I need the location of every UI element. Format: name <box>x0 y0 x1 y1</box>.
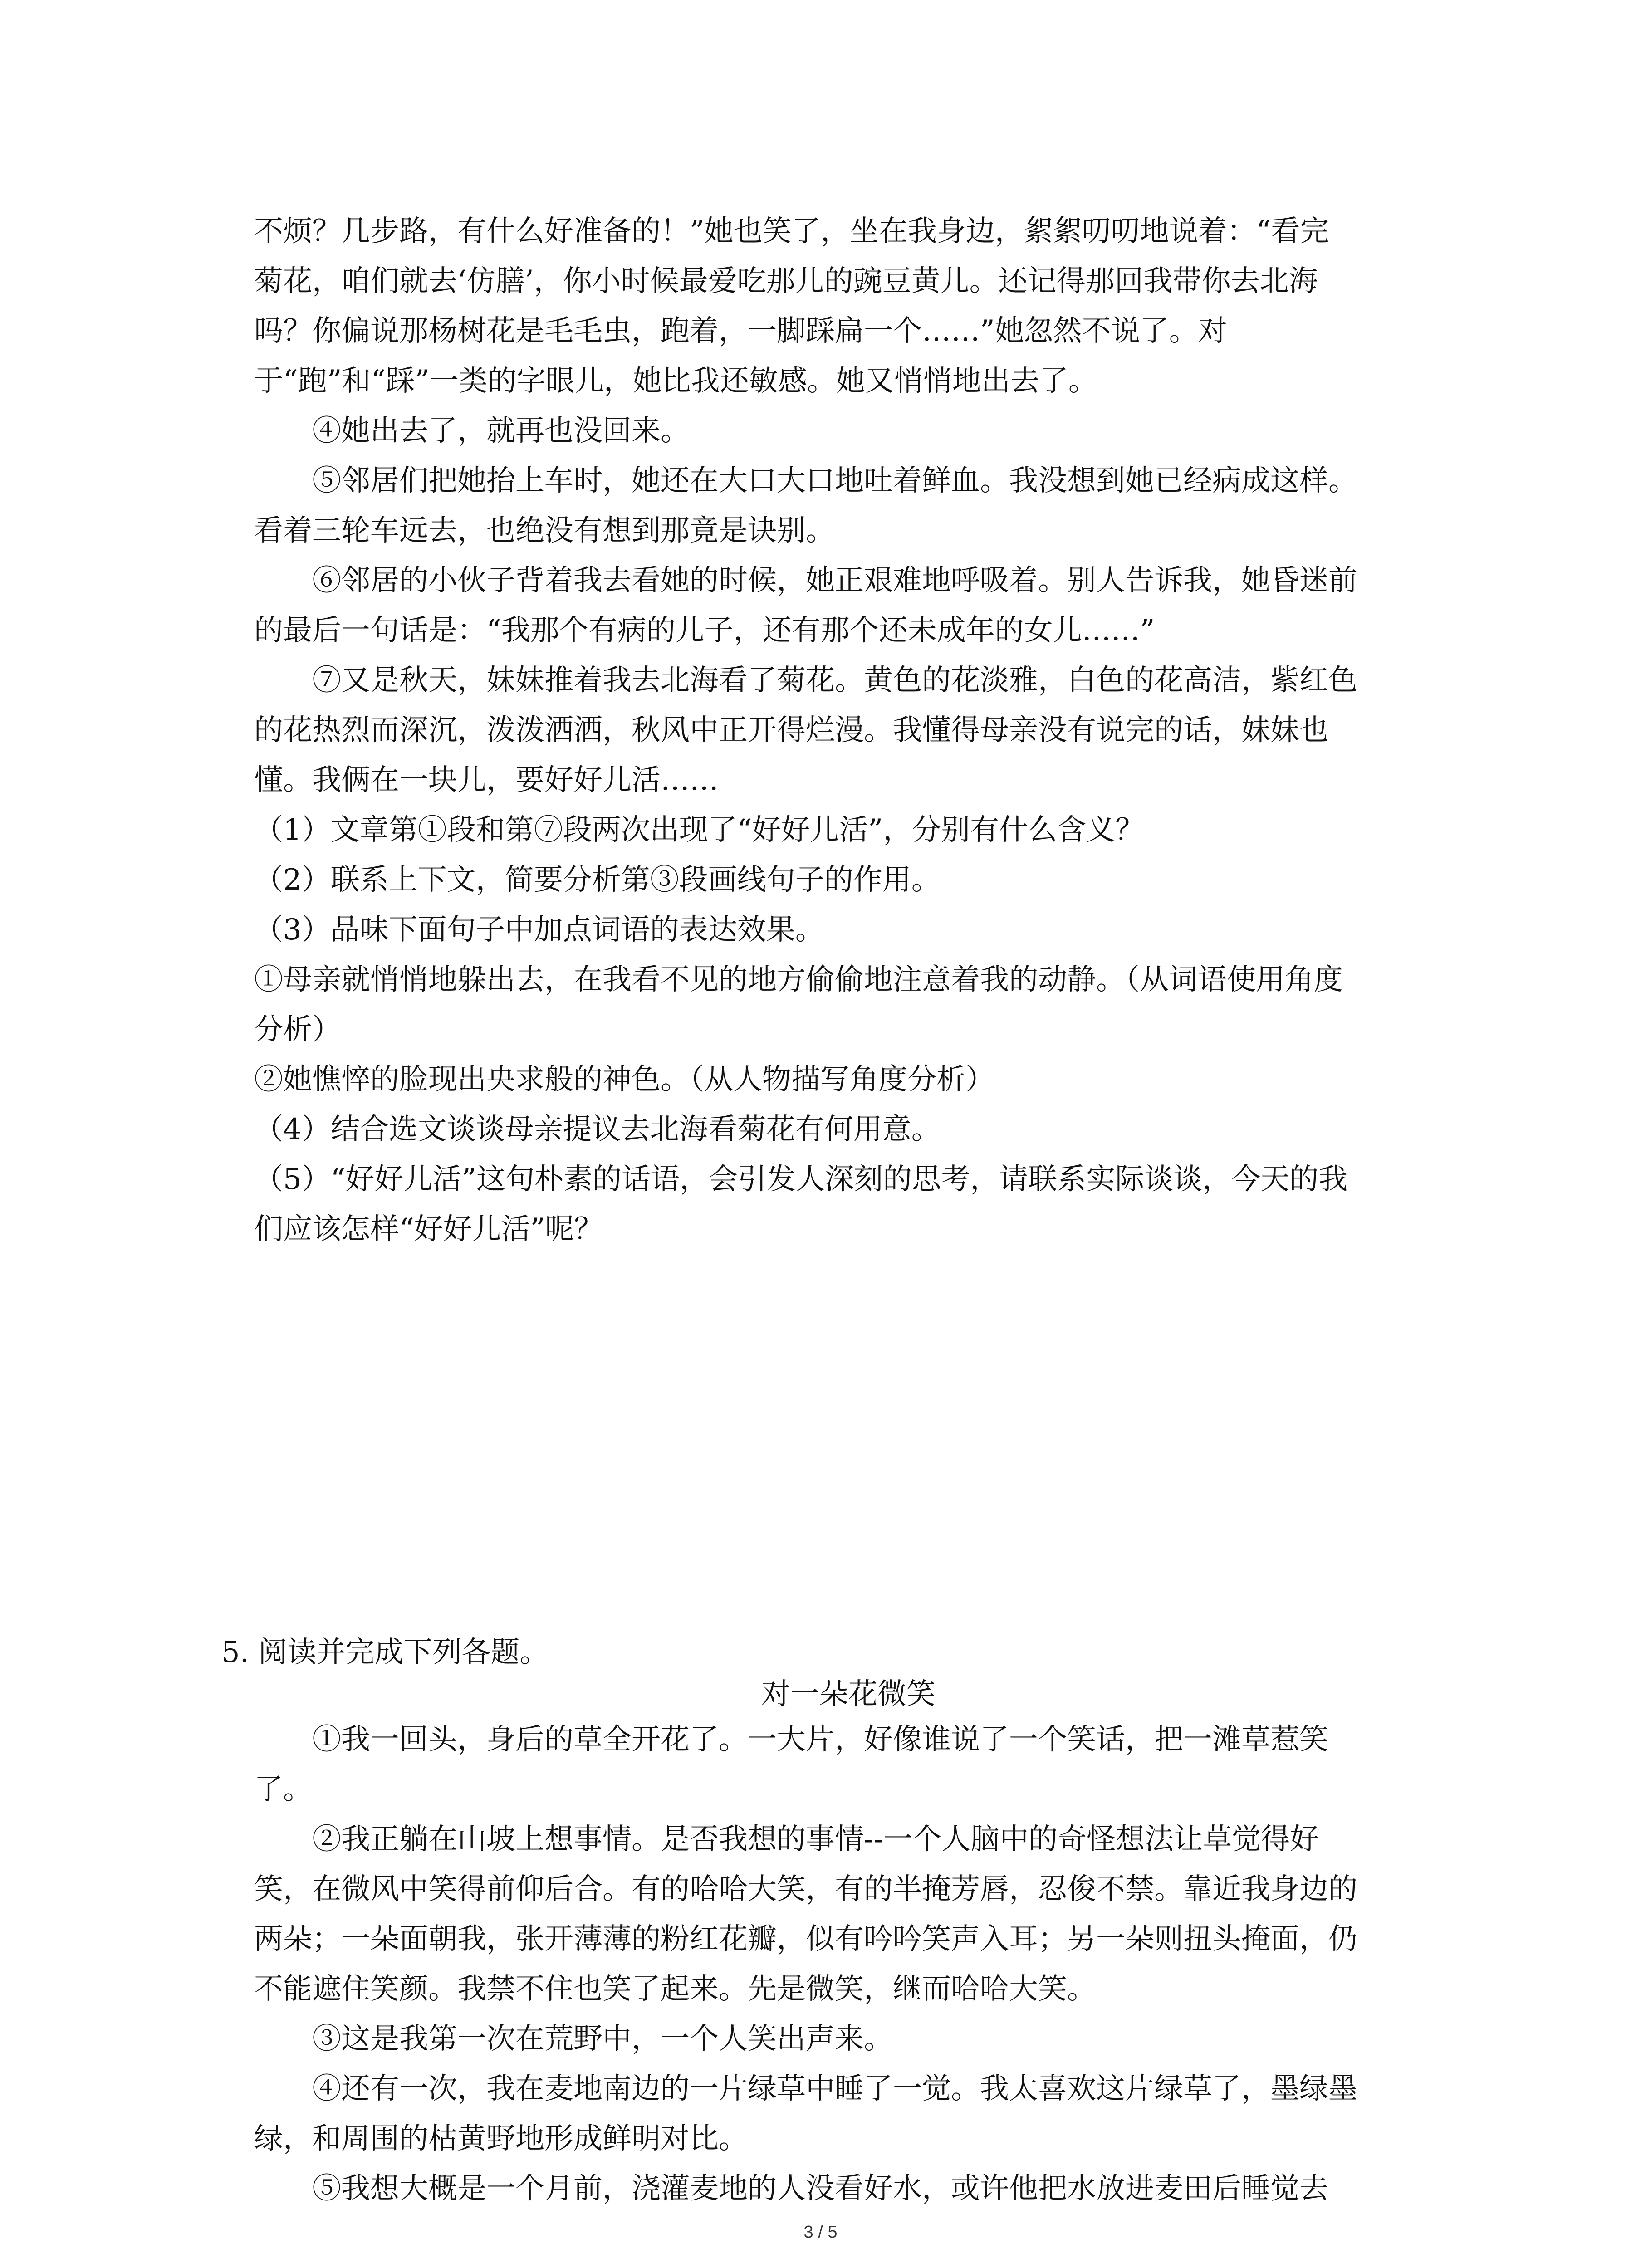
paragraph-4-line: ④还有一次，我在麦地南边的一片绿草中睡了一觉。我太喜欢这片绿草了，墨绿墨 <box>312 2072 1357 2106</box>
question-1: （1）文章第①段和第⑦段两次出现了“好好儿活”，分别有什么含义？ <box>254 813 1145 847</box>
paragraph-6-line: ⑥邻居的小伙子背着我去看她的时候，她正艰难地呼吸着。别人告诉我，她昏迷前 <box>312 564 1357 597</box>
paragraph-3: ③这是我第一次在荒野中，一个人笑出声来。 <box>312 2022 893 2056</box>
passage-line: 于“跑”和“踩”一类的字眼儿，她比我还敏感。她又悄悄地出去了。 <box>254 364 1097 398</box>
question-3-item-1-cont: 分析） <box>254 1013 341 1046</box>
paragraph-5-line: 看着三轮车远去，也绝没有想到那竟是诀别。 <box>254 514 835 547</box>
paragraph-2-line: ②我正躺在山坡上想事情。是否我想的事情--一个人脑中的奇怪想法让草觉得好 <box>312 1823 1319 1856</box>
question-3-item-2: ②她憔悴的脸现出央求般的神色。（从人物描写角度分析） <box>254 1063 994 1096</box>
paragraph-5: ⑤我想大概是一个月前，浇灌麦地的人没看好水，或许他把水放进麦田后睡觉去 <box>312 2172 1328 2205</box>
question-3-item-1: ①母亲就悄悄地躲出去，在我看不见的地方偷偷地注意着我的动静。（从词语使用角度 <box>254 963 1343 997</box>
paragraph-1-line: 了。 <box>254 1773 312 1806</box>
paragraph-2-line: 不能遮住笑颜。我禁不住也笑了起来。先是微笑，继而哈哈大笑。 <box>254 1972 1096 2006</box>
question-5-cont: 们应该怎样“好好儿活”呢？ <box>254 1212 603 1246</box>
paragraph-7-line: ⑦又是秋天，妹妹推着我去北海看了菊花。黄色的花淡雅，白色的花高洁，紫红色 <box>312 664 1357 697</box>
paragraph-5-line: ⑤邻居们把她抬上车时，她还在大口大口地吐着鲜血。我没想到她已经病成这样。 <box>312 464 1357 498</box>
paragraph-6-line: 的最后一句话是：“我那个有病的儿子，还有那个还未成年的女儿……” <box>254 614 1155 647</box>
paragraph-4: ④她出去了，就再也没回来。 <box>312 414 690 448</box>
question-3: （3）品味下面句子中加点词语的表达效果。 <box>254 913 824 947</box>
lower-passage <box>254 1715 1443 2214</box>
question-5-label: 5. 阅读并完成下列各题。 <box>221 1636 549 1669</box>
question-2: （2）联系上下文，简要分析第③段画线句子的作用。 <box>254 863 941 897</box>
question-4: （4）结合选文谈谈母亲提议去北海看菊花有何用意。 <box>254 1113 941 1146</box>
paragraph-4-line: 绿，和周围的枯黄野地形成鲜明对比。 <box>254 2122 748 2156</box>
question-5: （5）“好好儿活”这句朴素的话语，会引发人深刻的思考，请联系实际谈谈，今天的我 <box>254 1163 1348 1196</box>
paragraph-7-line: 懂。我俩在一块儿，要好好儿活…… <box>254 763 719 797</box>
paragraph-2-line: 两朵；一朵面朝我，张开薄薄的粉红花瓣，似有吟吟笑声入耳；另一朵则扭头掩面，仍 <box>254 1922 1357 1956</box>
passage-line: 菊花，咱们就去‘仿膳’，你小时候最爱吃那儿的豌豆黄儿。还记得那回我带你去北海 <box>254 264 1318 298</box>
upper-passage <box>254 206 1443 1254</box>
paragraph-2-line: 笑，在微风中笑得前仰后合。有的哈哈大笑，有的半掩芳唇，忍俊不禁。靠近我身边的 <box>254 1872 1357 1906</box>
passage-line: 不烦？几步路，有什么好准备的！”她也笑了，坐在我身边，絮絮叨叨地说着：“看完 <box>254 215 1329 248</box>
paragraph-1-line: ①我一回头，身后的草全开花了。一大片，好像谁说了一个笑话，把一滩草惹笑 <box>312 1723 1328 1756</box>
page-number: 3 / 5 <box>803 2223 838 2242</box>
passage-line: 吗？你偏说那杨树花是毛毛虫，跑着，一脚踩扁一个……”她忽然不说了。对 <box>254 314 1227 348</box>
passage-title: 对一朵花微笑 <box>761 1677 936 1711</box>
paragraph-7-line: 的花热烈而深沉，泼泼洒洒，秋风中正开得烂漫。我懂得母亲没有说完的话，妹妹也 <box>254 714 1328 747</box>
